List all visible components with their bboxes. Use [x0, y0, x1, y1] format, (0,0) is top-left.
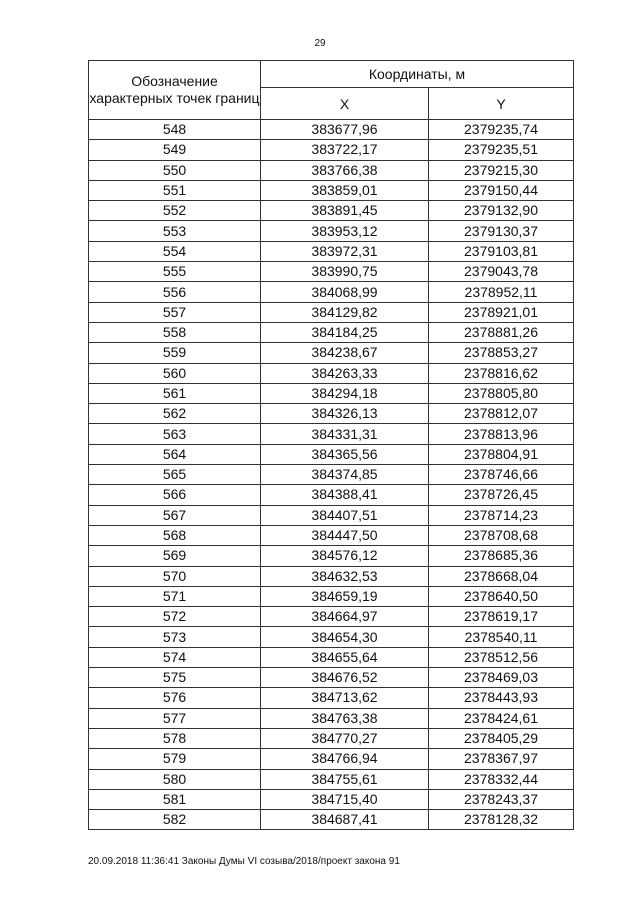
- table-row: [89, 546, 574, 566]
- coordinates-table: [88, 60, 574, 830]
- header-designation: Обозначение характерных точек границ: [89, 61, 261, 120]
- x-coordinate-cell: 384632,53: [261, 566, 429, 586]
- y-coordinate-cell: 2378405,29: [429, 728, 574, 748]
- x-coordinate-cell: 384676,52: [261, 668, 429, 688]
- y-coordinate-cell: 2378708,68: [429, 525, 574, 545]
- y-coordinate-cell: 2379235,74: [429, 120, 574, 140]
- table-row: [89, 505, 574, 525]
- x-coordinate-cell: 384407,51: [261, 505, 429, 525]
- table-row: [89, 343, 574, 363]
- x-coordinate-cell: 384447,50: [261, 525, 429, 545]
- x-coordinate-cell: 384659,19: [261, 586, 429, 606]
- header-coordinates: Координаты, м: [261, 61, 574, 88]
- x-coordinate-cell: 383677,96: [261, 120, 429, 140]
- point-id-cell: 567: [89, 505, 261, 525]
- x-coordinate-cell: 384331,31: [261, 424, 429, 444]
- x-coordinate-cell: 384715,40: [261, 789, 429, 809]
- table-row: [89, 749, 574, 769]
- point-id-cell: 569: [89, 546, 261, 566]
- header-y: Y: [429, 88, 574, 120]
- point-id-cell: 549: [89, 140, 261, 160]
- y-coordinate-cell: 2378746,66: [429, 465, 574, 485]
- point-id-cell: 575: [89, 668, 261, 688]
- x-coordinate-cell: 384664,97: [261, 607, 429, 627]
- table-row: [89, 647, 574, 667]
- footer-text: 20.09.2018 11:36:41 Законы Думы VI созыва/2018/проект закона 91: [88, 856, 400, 867]
- table-row: [89, 627, 574, 647]
- table-row: [89, 180, 574, 200]
- point-id-cell: 566: [89, 485, 261, 505]
- x-coordinate-cell: 384326,13: [261, 404, 429, 424]
- x-coordinate-cell: 384687,41: [261, 810, 429, 830]
- table-row: [89, 363, 574, 383]
- point-id-cell: 570: [89, 566, 261, 586]
- page-number: 29: [314, 38, 326, 49]
- point-id-cell: 562: [89, 404, 261, 424]
- y-coordinate-cell: 2378685,36: [429, 546, 574, 566]
- x-coordinate-cell: 384374,85: [261, 465, 429, 485]
- table-row: [89, 404, 574, 424]
- point-id-cell: 548: [89, 120, 261, 140]
- point-id-cell: 563: [89, 424, 261, 444]
- y-coordinate-cell: 2378640,50: [429, 586, 574, 606]
- x-coordinate-cell: 384238,67: [261, 343, 429, 363]
- y-coordinate-cell: 2378540,11: [429, 627, 574, 647]
- y-coordinate-cell: 2378332,44: [429, 769, 574, 789]
- x-coordinate-cell: 384365,56: [261, 444, 429, 464]
- table-row: [89, 525, 574, 545]
- y-coordinate-cell: 2378424,61: [429, 708, 574, 728]
- point-id-cell: 564: [89, 444, 261, 464]
- x-coordinate-cell: 384576,12: [261, 546, 429, 566]
- x-coordinate-cell: 384068,99: [261, 282, 429, 302]
- y-coordinate-cell: 2379150,44: [429, 180, 574, 200]
- table-row: [89, 201, 574, 221]
- y-coordinate-cell: 2378921,01: [429, 302, 574, 322]
- point-id-cell: 559: [89, 343, 261, 363]
- y-coordinate-cell: 2378804,91: [429, 444, 574, 464]
- x-coordinate-cell: 384755,61: [261, 769, 429, 789]
- table-row: [89, 302, 574, 322]
- y-coordinate-cell: 2378367,97: [429, 749, 574, 769]
- x-coordinate-cell: 384129,82: [261, 302, 429, 322]
- point-id-cell: 574: [89, 647, 261, 667]
- table-row: [89, 586, 574, 606]
- table-row: [89, 769, 574, 789]
- point-id-cell: 581: [89, 789, 261, 809]
- y-coordinate-cell: 2378881,26: [429, 322, 574, 342]
- table-row: [89, 140, 574, 160]
- table-row: [89, 465, 574, 485]
- y-coordinate-cell: 2378443,93: [429, 688, 574, 708]
- x-coordinate-cell: 383990,75: [261, 262, 429, 282]
- point-id-cell: 572: [89, 607, 261, 627]
- table-row: [89, 688, 574, 708]
- point-id-cell: 550: [89, 160, 261, 180]
- y-coordinate-cell: 2378952,11: [429, 282, 574, 302]
- point-id-cell: 554: [89, 241, 261, 261]
- x-coordinate-cell: 383859,01: [261, 180, 429, 200]
- y-coordinate-cell: 2379235,51: [429, 140, 574, 160]
- x-coordinate-cell: 384294,18: [261, 383, 429, 403]
- point-id-cell: 558: [89, 322, 261, 342]
- table-row: [89, 241, 574, 261]
- y-coordinate-cell: 2379215,30: [429, 160, 574, 180]
- point-id-cell: 556: [89, 282, 261, 302]
- y-coordinate-cell: 2378812,07: [429, 404, 574, 424]
- point-id-cell: 573: [89, 627, 261, 647]
- table-row: [89, 262, 574, 282]
- point-id-cell: 551: [89, 180, 261, 200]
- point-id-cell: 560: [89, 363, 261, 383]
- y-coordinate-cell: 2378805,80: [429, 383, 574, 403]
- point-id-cell: 582: [89, 810, 261, 830]
- table-row: [89, 668, 574, 688]
- y-coordinate-cell: 2378726,45: [429, 485, 574, 505]
- y-coordinate-cell: 2379043,78: [429, 262, 574, 282]
- point-id-cell: 579: [89, 749, 261, 769]
- x-coordinate-cell: 384766,94: [261, 749, 429, 769]
- y-coordinate-cell: 2379103,81: [429, 241, 574, 261]
- x-coordinate-cell: 384263,33: [261, 363, 429, 383]
- point-id-cell: 578: [89, 728, 261, 748]
- x-coordinate-cell: 383972,31: [261, 241, 429, 261]
- table-row: [89, 160, 574, 180]
- point-id-cell: 561: [89, 383, 261, 403]
- table-row: [89, 728, 574, 748]
- point-id-cell: 580: [89, 769, 261, 789]
- y-coordinate-cell: 2378512,56: [429, 647, 574, 667]
- y-coordinate-cell: 2378243,37: [429, 789, 574, 809]
- point-id-cell: 552: [89, 201, 261, 221]
- table-row: [89, 383, 574, 403]
- y-coordinate-cell: 2378816,62: [429, 363, 574, 383]
- header-x: X: [261, 88, 429, 120]
- x-coordinate-cell: 383766,38: [261, 160, 429, 180]
- x-coordinate-cell: 384654,30: [261, 627, 429, 647]
- x-coordinate-cell: 384713,62: [261, 688, 429, 708]
- point-id-cell: 577: [89, 708, 261, 728]
- table-row: [89, 322, 574, 342]
- table-row: [89, 708, 574, 728]
- x-coordinate-cell: 384388,41: [261, 485, 429, 505]
- point-id-cell: 576: [89, 688, 261, 708]
- x-coordinate-cell: 383722,17: [261, 140, 429, 160]
- table-row: [89, 566, 574, 586]
- y-coordinate-cell: 2378853,27: [429, 343, 574, 363]
- x-coordinate-cell: 384655,64: [261, 647, 429, 667]
- table-row: [89, 607, 574, 627]
- table-row: [89, 282, 574, 302]
- y-coordinate-cell: 2379130,37: [429, 221, 574, 241]
- point-id-cell: 568: [89, 525, 261, 545]
- table-row: [89, 789, 574, 809]
- point-id-cell: 557: [89, 302, 261, 322]
- table-body: [89, 120, 574, 830]
- table-row: [89, 444, 574, 464]
- table-row: [89, 120, 574, 140]
- y-coordinate-cell: 2378619,17: [429, 607, 574, 627]
- y-coordinate-cell: 2378469,03: [429, 668, 574, 688]
- point-id-cell: 571: [89, 586, 261, 606]
- point-id-cell: 555: [89, 262, 261, 282]
- x-coordinate-cell: 383953,12: [261, 221, 429, 241]
- y-coordinate-cell: 2378813,96: [429, 424, 574, 444]
- table-row: [89, 221, 574, 241]
- point-id-cell: 553: [89, 221, 261, 241]
- y-coordinate-cell: 2379132,90: [429, 201, 574, 221]
- x-coordinate-cell: 384770,27: [261, 728, 429, 748]
- y-coordinate-cell: 2378714,23: [429, 505, 574, 525]
- y-coordinate-cell: 2378668,04: [429, 566, 574, 586]
- x-coordinate-cell: 383891,45: [261, 201, 429, 221]
- table-row: [89, 485, 574, 505]
- x-coordinate-cell: 384763,38: [261, 708, 429, 728]
- y-coordinate-cell: 2378128,32: [429, 810, 574, 830]
- table-row: [89, 810, 574, 830]
- point-id-cell: 565: [89, 465, 261, 485]
- x-coordinate-cell: 384184,25: [261, 322, 429, 342]
- table-row: [89, 424, 574, 444]
